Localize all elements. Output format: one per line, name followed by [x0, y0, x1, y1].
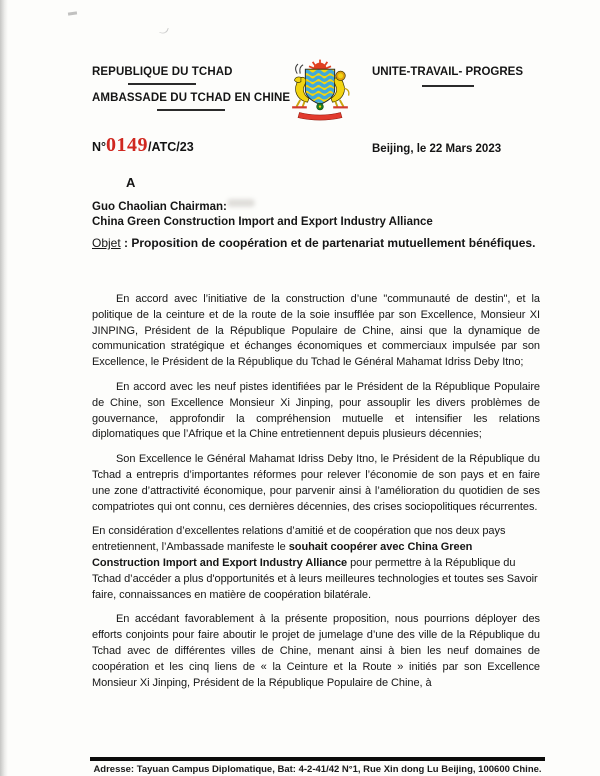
reference-number [92, 134, 194, 157]
date-line: Beijing, le 22 Mars 2023 [372, 143, 502, 155]
paragraph-5: En accédant favorablement à la présente proposition, nous pourrions déployer des efforts conjoints pour faire aboutir le projet de jumelage d’une des ville de la République du Tchad avec de différentes villes de Chine, menant ainsi à bien les neuf domaines de coopération et les cinq liens de « la Ceinture et la Route » initiés par son Excellence Monsieur Xi Jinping, Président de la République Populaire de Chine, à [92, 613, 540, 689]
paragraph-2: En accord avec les neuf pistes identifiées par le Président de la République Populaire de Chine, son Excellence Monsieur Xi Jinping, pour assouplir les divers problèmes de gouvernance, approfondir la compréhension mutuelle et intensifier les relations diplomatiques que l’Afrique et la Chine entretiennent depuis plusieurs décennies; [92, 380, 540, 441]
paragraph-4-tail: pour permettre à la République du Tchad d’accéder a plus d'opportunités et à leurs meilleures technologies et toutes ses Savoir faire, connaissances en matière de coopération bilatérale. [92, 556, 538, 601]
chad-coat-of-arms-icon [272, 56, 368, 122]
embassy-title: AMBASSADE DU TCHAD EN CHINE [92, 92, 291, 104]
salutation: A [126, 175, 136, 190]
paragraph-1: En accord avec l’initiative de la construction d’une "communauté de destin", et la politique de la ceinture et de la route de la soie insufflée par son Excellence, Monsieur XI JINPING, Président de la République Populaire de Chine, ainsi que la dynamique de communication stratégique et échanges économiques et commerciaux impulsée par son Excellence, le Président de la République du Tchad le Général Mahamat Idriss Deby Itno; [92, 293, 540, 369]
paragraph-4 [92, 524, 540, 603]
reference-suffix: /ATC/23 [148, 140, 194, 154]
reference-stamped-number: 0149 [106, 134, 149, 156]
paragraph-4-partner-name: souhait coopérer avec China Green Construction Import and Export Industry Alliance [92, 541, 473, 569]
addressee-organization: China Green Construction Import and Export Industry Alliance [92, 215, 433, 228]
letterhead-left [92, 66, 290, 111]
scan-speck [159, 26, 168, 35]
addressee-name: Guo Chaolian Chairman: [92, 201, 227, 213]
divider-rule [157, 109, 225, 111]
republic-title-block [92, 66, 233, 85]
divider-rule [422, 85, 474, 87]
republic-title: REPUBLIQUE DU TCHAD [92, 66, 233, 78]
subject-text: Proposition de coopération et de partenariat mutuellement bénéfiques. [131, 236, 536, 250]
footer-rule [90, 757, 545, 761]
letter-body [92, 292, 540, 754]
paragraph-3: Son Excellence le Général Mahamat Idriss Deby Itno, le Président de la République du Tchad a entrepris d’importantes réformes pour relever l’économie de son pays et en faire une zone d’attractivité économique, pour parvenir ainsi à l’amélioration du quotidien de ses compatriotes qui ont connu, ces dernières décennies, des crises sociopolitiques récurrentes. [92, 453, 540, 513]
reference-prefix: N° [92, 140, 107, 154]
scan-edge-shadow [0, 0, 8, 776]
embassy-title-block [92, 92, 290, 111]
subject-separator: : [120, 236, 132, 250]
addressee-block [92, 200, 433, 229]
divider-rule [128, 83, 196, 85]
motto-text: UNITE-TRAVAIL- PROGRES [372, 66, 523, 78]
subject-line [92, 236, 540, 251]
letterhead-motto-block [372, 66, 523, 87]
footer-address: Adresse: Tayuan Campus Diplomatique, Bat: 4-2-41/42 N°1, Rue Xin dong Lu Beijing, 100600 Chine. [93, 764, 542, 775]
paragraph-4-lead: En considération d’excellentes relations d’amitié et de coopération que nos deux pays entretiennent, l’Ambassade manifeste le [92, 525, 506, 554]
scan-speck [68, 11, 77, 15]
subject-label: Objet [92, 236, 121, 250]
